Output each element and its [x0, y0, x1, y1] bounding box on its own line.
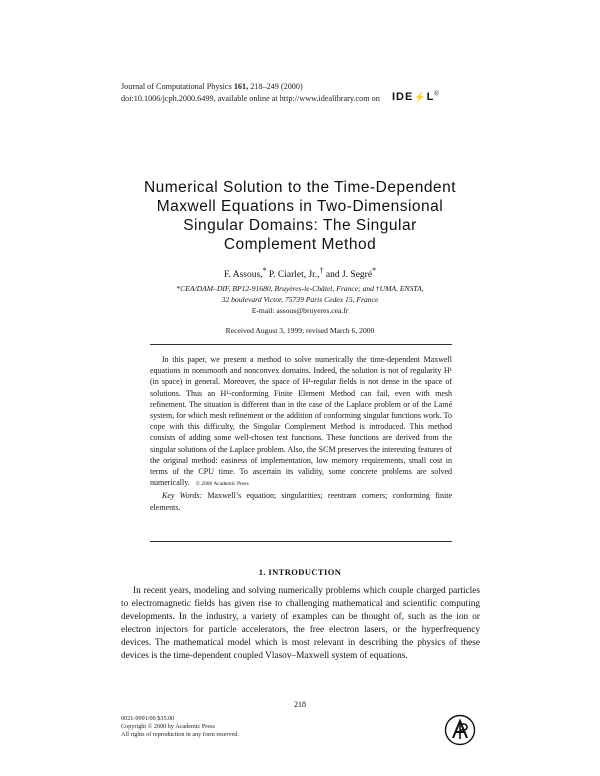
received-dates: Received August 3, 1999; revised March 6, 2000	[225, 326, 375, 335]
affiliation-line-1: *CEA/DAM–DIF, BP12-91680, Bruyères-le-Châtel, France; and †UMA, ENSTA,	[176, 284, 424, 293]
ideal-logo-text: IDE	[392, 91, 414, 103]
abstract-body: In this paper, we present a method to solve numerically the time-dependent Maxwell equations in nonsmooth and nonconvex domains. Indeed, the solution is not of regularity H¹ (in space) in general. Moreover, the space of H¹-regular fields is not dense in the space of solutions. Thus an H¹-conforming Finite Element Method can fail, even with mesh refinement. The situation is different than in the case of the Laplace problem or of the Lamé system, for which mesh refinement or the addition of conforming singular functions work. To cope with this difficulty, the Singular Complement Method is introduced. This method consists of adding some well-chosen test functions. These functions are derived from the singular solutions of the Laplace problem. Also, the SCM preserves the interesting features of the original method: easiness of implementation, low memory requirements, small cost in terms of the CPU time. To ascertain its validity, some concrete problems are solved numerically. © 2000 Academic Press	[150, 355, 452, 488]
author-list: F. Assous,* P. Ciarlet, Jr.,† and J. Segré*	[223, 266, 377, 281]
affiliations	[100, 283, 500, 316]
affiliation-line-2: 32 boulevard Victor, 75739 Paris Cedex 15, France	[221, 295, 379, 304]
abstract-top-rule	[150, 344, 452, 345]
journal-volume: 161,	[233, 82, 249, 91]
journal-header	[121, 81, 380, 105]
title-line: Singular Domains: The Singular	[183, 217, 417, 234]
footer-rights: All rights of reproduction in any form reserved.	[121, 731, 239, 738]
lightning-icon: ⚡	[414, 92, 427, 102]
author-email: E-mail: assous@bruyeres.cea.fr	[251, 306, 349, 315]
page-number: 218	[294, 700, 306, 709]
journal-citation	[121, 81, 380, 93]
abstract-copyright: © 2000 Academic Press	[195, 481, 249, 488]
abstract-bottom-rule	[150, 541, 452, 542]
copyright-footer	[121, 715, 239, 739]
academic-press-logo	[444, 714, 476, 746]
keywords-list: Maxwell’s equation; singularities; reentrant corners; conforming finite elements.	[150, 491, 452, 512]
intro-text	[121, 585, 480, 663]
intro-paragraph: In recent years, modeling and solving numerically problems which couple charged particles to electromagnetic fields has given rise to challenging mathematical and scientific computing developments. In the industry, a variety of examples can be thought of, such as the ion or electron injectors for particle accelerators, the free electron lasers, or the hyperfrequency devices. The mathematical model which is most relevant in describing the physics of these devices is the time-dependent coupled Vlasov–Maxwell system of equations.	[121, 586, 480, 661]
footer-copyright: Copyright © 2000 by Academic Press	[121, 723, 215, 730]
ideal-logo-tail: L	[426, 91, 435, 103]
title-line: Complement Method	[223, 236, 377, 253]
journal-pages-year: 218–249 (2000)	[250, 82, 303, 91]
keywords	[150, 490, 452, 512]
author-segre: and J. Segré	[325, 270, 373, 281]
registered-mark: ®	[434, 91, 440, 98]
title-line: Maxwell Equations in Two-Dimensional	[156, 198, 444, 215]
author-ciarlet: P. Ciarlet, Jr.,	[268, 270, 320, 281]
author-assous: F. Assous,	[223, 270, 263, 281]
doi-line: doi:10.1006/jcph.2000.6499, available online at http://www.idealibrary.com on	[121, 94, 380, 103]
ideal-logo	[392, 91, 440, 103]
journal-name: Journal of Computational Physics	[121, 82, 232, 91]
title-line: Numerical Solution to the Time-Dependent	[143, 179, 457, 196]
section-heading: 1. INTRODUCTION	[258, 567, 342, 577]
keywords-label: Key Words:	[162, 491, 203, 501]
paper-title	[100, 178, 500, 254]
abstract	[150, 354, 452, 513]
issn-price: 0021-9991/00 $35.00	[121, 715, 175, 722]
